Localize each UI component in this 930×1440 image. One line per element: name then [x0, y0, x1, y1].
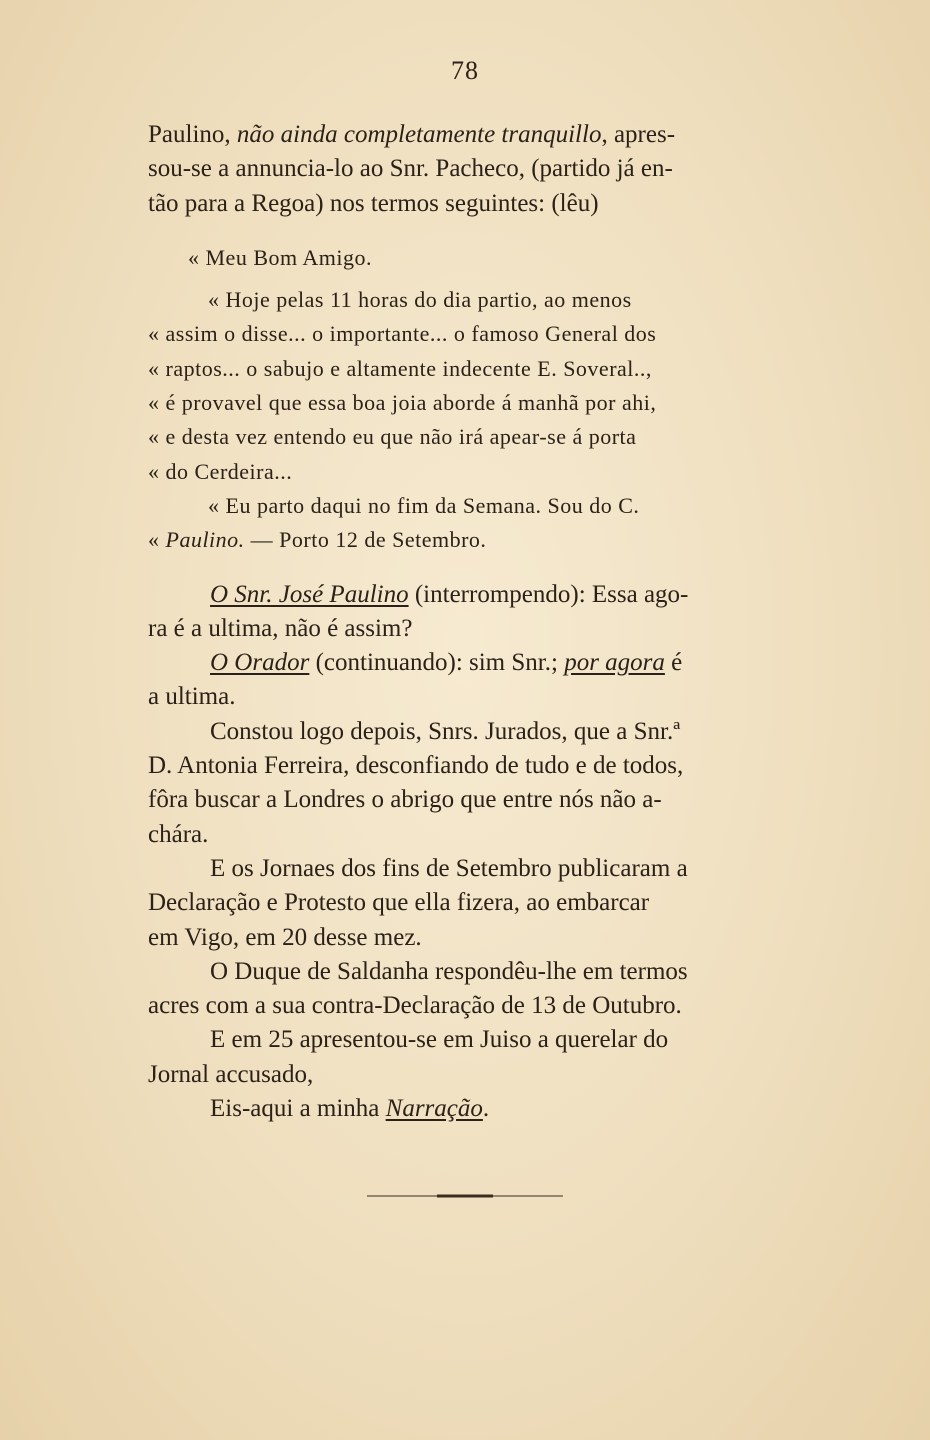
- text-line-2: [148, 152, 780, 186]
- line-text: Declaração e Protesto que ella fizera, ao embarcar: [148, 889, 650, 917]
- text-line-17: [148, 715, 780, 749]
- page-number: 78: [451, 56, 479, 85]
- letter-signature: [148, 523, 780, 557]
- line-text: Eis-aqui a minha Narração.: [210, 1095, 490, 1123]
- line-text: fôra buscar a Londres o abrigo que entre nós não a-: [148, 786, 662, 814]
- text-line-21: [148, 852, 780, 886]
- line-text: « do Cerdeira...: [148, 458, 293, 484]
- line-text: E os Jornaes dos fins de Setembro publicaram a: [210, 854, 688, 882]
- line-text: D. Antonia Ferreira, desconfiando de tudo e de todos,: [148, 752, 684, 780]
- line-text: « e desta vez entendo eu que não irá apear-se á porta: [148, 424, 637, 450]
- text-line-5: [148, 283, 780, 317]
- line-text: « Meu Bom Amigo.: [188, 244, 373, 270]
- text-line-26: [148, 1023, 780, 1057]
- text-line-10: [148, 455, 780, 489]
- line-text: em Vigo, em 20 desse mez.: [148, 923, 422, 951]
- text-line-6: [148, 317, 780, 351]
- text-line-22: [148, 886, 780, 920]
- line-text: Paulino, não ainda completamente tranquillo, apres-: [148, 121, 676, 148]
- line-text: Constou logo depois, Snrs. Jurados, que a Snr.ª: [210, 717, 681, 745]
- spacer: [148, 558, 780, 578]
- line-text: O Snr. José Paulino (interrompendo): Essa ago-: [210, 580, 689, 608]
- line-text: « Hoje pelas 11 horas do dia partio, ao menos: [208, 287, 632, 313]
- line-text: O Orador (continuando): sim Snr.; por agora é: [210, 649, 683, 677]
- text-line-3: [148, 187, 780, 221]
- line-text: sou-se a annuncia-lo ao Snr. Pacheco, (partido já en-: [148, 155, 673, 183]
- line-text: « Paulino. — Porto 12 de Setembro.: [148, 527, 487, 553]
- text-line-24: [148, 955, 780, 989]
- text-line-23: [148, 921, 780, 955]
- line-text: « raptos... o sabujo e altamente indecente E. Soveral..,: [148, 355, 652, 381]
- ornamental-rule: [367, 1193, 563, 1199]
- spacer: [148, 275, 780, 283]
- body-text: [148, 118, 780, 1126]
- line-text: tão para a Regoa) nos termos seguintes: (lêu): [148, 189, 599, 217]
- line-text: acres com a sua contra-Declaração de 13 de Outubro.: [148, 992, 682, 1020]
- text-line-25: [148, 989, 780, 1023]
- letter-salutation: [148, 241, 780, 275]
- text-line-16: [148, 680, 780, 714]
- line-text: a ultima.: [148, 683, 236, 711]
- line-text: chára.: [148, 820, 209, 848]
- text-line-13: [148, 578, 780, 612]
- line-text: E em 25 apresentou-se em Juiso a querelar do: [210, 1026, 669, 1054]
- text-line-11: [148, 489, 780, 523]
- spacer: [148, 221, 780, 241]
- text-line-1: [148, 118, 780, 152]
- text-line-19: [148, 783, 780, 817]
- text-line-15: [148, 646, 780, 680]
- text-line-20: [148, 818, 780, 852]
- line-text: « Eu parto daqui no fim da Semana. Sou do C.: [208, 492, 640, 518]
- text-line-14: [148, 612, 780, 646]
- text-line-7: [148, 352, 780, 386]
- line-text: ra é a ultima, não é assim?: [148, 614, 413, 642]
- line-text: Jornal accusado,: [148, 1060, 314, 1088]
- text-line-28: [148, 1092, 780, 1126]
- text-line-18: [148, 749, 780, 783]
- line-text: O Duque de Saldanha respondêu-lhe em termos: [210, 957, 688, 985]
- text-line-27: [148, 1058, 780, 1092]
- line-text: « é provavel que essa boa joia aborde á manhã por ahi,: [148, 390, 657, 416]
- text-line-9: [148, 420, 780, 454]
- line-text: « assim o disse... o importante... o famoso General dos: [148, 321, 657, 347]
- text-line-8: [148, 386, 780, 420]
